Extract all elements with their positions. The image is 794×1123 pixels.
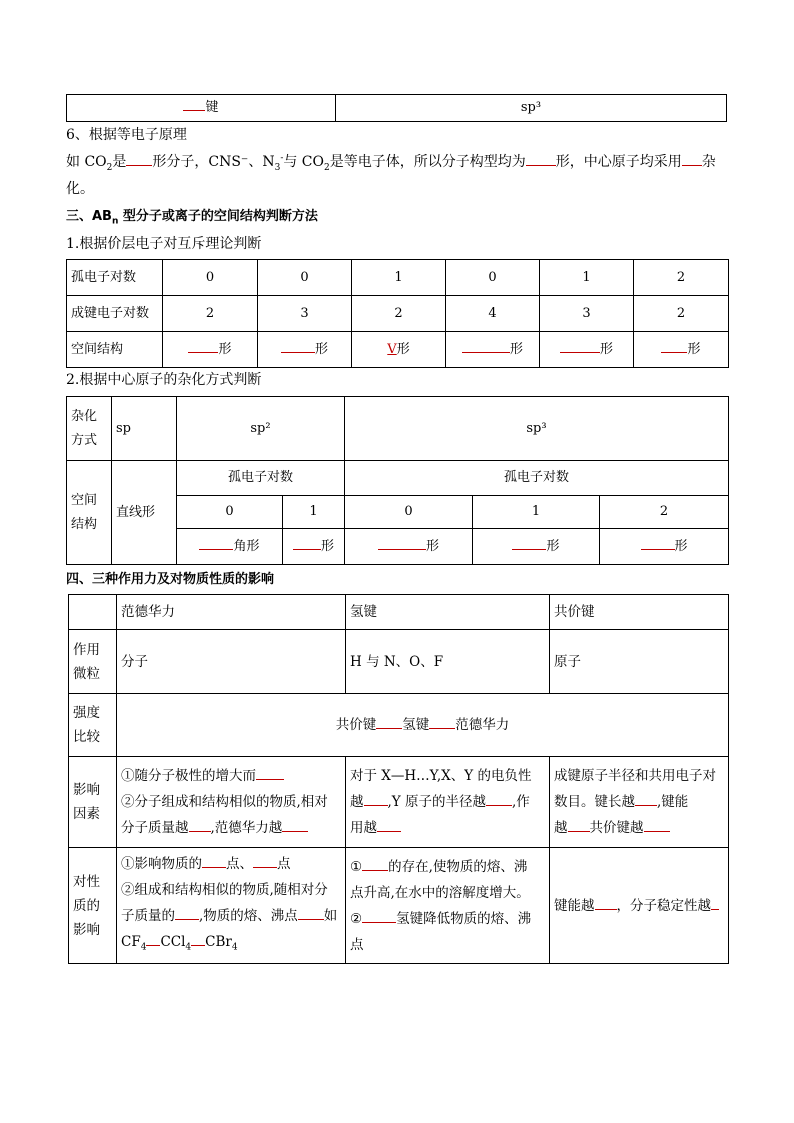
text-run: 点、	[226, 855, 253, 872]
text-run: 形	[509, 341, 523, 357]
text-run: 成键原子半径和共用电子对	[554, 768, 716, 784]
top-table	[66, 94, 727, 122]
subscript: 4	[231, 942, 238, 953]
text-run: ,范德华力越	[210, 820, 283, 836]
answer-blank	[377, 817, 401, 832]
table-cell: 0	[177, 496, 283, 529]
table-cell	[634, 332, 729, 368]
table-cell: 0	[258, 260, 352, 296]
text-run: ①影响物质的	[121, 855, 202, 872]
subscript: n	[111, 216, 119, 227]
hybridization-table	[66, 396, 729, 565]
bond-label: 键	[205, 100, 219, 115]
answer-blank	[560, 338, 600, 353]
text-run: 形	[218, 341, 232, 357]
text-run: 形	[396, 341, 410, 357]
answer-blank	[429, 714, 455, 729]
subscript: 4	[140, 942, 147, 953]
text-run: 如 CO	[66, 154, 107, 170]
answer-blank	[191, 931, 205, 946]
table-row	[67, 296, 729, 332]
table-cell	[550, 848, 729, 964]
text-run: 与 CO	[283, 154, 324, 170]
section6-heading: 6、根据等电子原理	[66, 127, 187, 143]
text-run: 数目。键长越	[554, 794, 635, 810]
table-cell: 范德华力	[117, 595, 346, 630]
text-run: 点	[277, 855, 291, 872]
forces-table	[68, 594, 729, 964]
answer-blank	[661, 338, 687, 353]
text-run: 形	[320, 538, 334, 554]
text-run: 形	[314, 341, 328, 357]
row-label-bond-pairs: 成键电子对数	[67, 296, 163, 332]
text-run: 共价键	[335, 717, 377, 733]
table-row	[67, 332, 729, 368]
text-run: ,物质的熔、沸点	[199, 907, 298, 924]
text-run: 对于 X—H…Y,X、Y 的电负性	[350, 768, 532, 784]
text-run: ②组成和结构相似的物质,随相对分	[121, 881, 328, 898]
row-label-structure: 空间结构	[67, 332, 163, 368]
top-table-left-cell	[67, 95, 336, 122]
text-run: 范德华力	[455, 717, 510, 733]
table-cell	[283, 529, 345, 565]
top-table-right-cell: sp³	[336, 95, 727, 122]
answer-blank	[512, 535, 546, 550]
row-label-lone-pairs: 孤电子对数	[67, 260, 163, 296]
text-run: 越	[554, 820, 568, 836]
text-run: ②	[350, 910, 363, 927]
text-run: 形	[546, 538, 560, 554]
section3-sub1: 1.根据价层电子对互斥理论判断	[66, 236, 262, 252]
text-run: 三、AB	[66, 209, 112, 224]
superscript: -	[280, 153, 284, 164]
text-run: ,键能	[657, 794, 689, 810]
text-run: 点	[350, 936, 364, 953]
answer-blank	[253, 853, 277, 868]
text-run: 形	[687, 341, 701, 357]
text-run: 是	[112, 154, 127, 170]
v-shape-answer: V	[387, 341, 397, 357]
answer-blank	[364, 791, 388, 806]
text-run: ,作	[512, 794, 530, 810]
table-cell	[163, 332, 258, 368]
answer-blank	[256, 765, 284, 780]
table-cell	[352, 332, 446, 368]
text-run: 形分子，CNS⁻、N	[152, 154, 275, 170]
answer-blank	[595, 895, 617, 910]
table-row	[67, 397, 729, 461]
text-run: ,Y 原子的半径越	[387, 794, 486, 810]
table-cell: 对性质的影响	[69, 848, 117, 964]
text-run: 点升高,在水中的溶解度增大。	[350, 884, 530, 901]
table-cell: 3	[258, 296, 352, 332]
answer-blank	[175, 905, 199, 920]
table-cell: 强度比较	[69, 694, 117, 757]
table-cell	[600, 529, 729, 565]
section3-sub2: 2.根据中心原子的杂化方式判断	[66, 372, 262, 388]
subscript: 3	[274, 162, 281, 173]
text-run: CCl	[160, 933, 186, 950]
text-run: 键能越	[554, 897, 595, 914]
subscript: 2	[106, 162, 113, 173]
table-cell	[550, 757, 729, 848]
text-run: ①随分子极性的增大而	[121, 768, 256, 784]
table-cell: 原子	[550, 630, 729, 694]
table-cell	[346, 757, 550, 848]
table-cell: 2	[634, 296, 729, 332]
text-run: 氢键	[402, 717, 430, 733]
table-row	[67, 461, 729, 496]
space-label: 空间结构	[67, 461, 112, 565]
answer-blank	[641, 535, 675, 550]
text-run: 型分子或离子的空间结构判断方法	[118, 209, 318, 224]
text-run: 形	[425, 538, 439, 554]
table-cell: 作用微粒	[69, 630, 117, 694]
section6-paragraph-end: 化。	[66, 181, 94, 197]
answer-blank	[298, 905, 324, 920]
answer-blank	[711, 895, 719, 910]
answer-blank	[202, 853, 226, 868]
text-run: 形	[599, 341, 613, 357]
table-cell	[346, 848, 550, 964]
table-cell: 氢键	[346, 595, 550, 630]
answer-blank	[293, 535, 321, 550]
text-run: ①	[350, 858, 363, 875]
answer-blank	[526, 151, 556, 166]
hyb-label: 杂化方式	[67, 397, 112, 461]
table-cell: 3	[540, 296, 634, 332]
answer-blank	[644, 817, 670, 832]
table-row	[69, 757, 729, 848]
text-run: 如	[323, 907, 338, 924]
answer-blank	[682, 151, 702, 166]
text-run: 分子质量越	[121, 820, 189, 836]
table-cell: 影响因素	[69, 757, 117, 848]
table-cell: 1	[473, 496, 600, 529]
table-cell: 直线形	[112, 461, 177, 565]
text-run: 氢键降低物质的熔、沸	[396, 910, 532, 927]
table-cell	[258, 332, 352, 368]
table-cell: 2	[163, 296, 258, 332]
table-cell: 0	[446, 260, 540, 296]
answer-blank	[376, 714, 402, 729]
table-cell	[117, 757, 346, 848]
table-cell	[473, 529, 600, 565]
table-cell: 0	[345, 496, 473, 529]
text-run: CF	[121, 933, 141, 950]
table-cell	[69, 595, 117, 630]
table-cell: 共价键	[550, 595, 729, 630]
text-run: 共价键越	[589, 820, 644, 836]
table-row	[69, 694, 729, 757]
answer-blank	[378, 535, 426, 550]
table-cell: sp²	[177, 397, 345, 461]
answer-blank	[282, 817, 308, 832]
answer-blank	[362, 908, 396, 923]
table-cell	[540, 332, 634, 368]
table-cell: 0	[163, 260, 258, 296]
table-cell: 2	[600, 496, 729, 529]
text-run: 是等电子体，所以分子构型均为	[329, 154, 526, 170]
table-row	[67, 260, 729, 296]
vsepr-table	[66, 259, 729, 368]
table-cell: 2	[634, 260, 729, 296]
section6-paragraph	[66, 151, 716, 173]
text-run: 形，中心原子均采用	[555, 154, 682, 170]
text-run: ②分子组成和结构相似的物质,相对	[121, 794, 328, 810]
section4-heading: 四、三种作用力及对物质性质的影响	[66, 572, 275, 587]
answer-blank	[568, 817, 590, 832]
text-run: 角形	[233, 538, 260, 554]
table-cell: 分子	[117, 630, 346, 694]
answer-blank	[635, 791, 657, 806]
answer-blank	[362, 856, 388, 871]
table-cell: 4	[446, 296, 540, 332]
table-row	[67, 95, 727, 122]
table-cell	[446, 332, 540, 368]
answer-blank	[486, 791, 512, 806]
text-run: 用越	[350, 820, 377, 836]
text-run: CBr	[205, 933, 232, 950]
text-run: ，分子稳定性越	[616, 897, 711, 914]
table-cell: 孤电子对数	[177, 461, 345, 496]
answer-blank	[188, 338, 218, 353]
subscript: 4	[185, 942, 192, 953]
text-run: 子质量的	[121, 907, 175, 924]
table-cell: sp	[112, 397, 177, 461]
subscript: 2	[324, 162, 330, 173]
table-row	[69, 595, 729, 630]
table-row	[69, 630, 729, 694]
table-row	[69, 848, 729, 964]
text-run: 形	[674, 538, 688, 554]
answer-blank	[146, 931, 160, 946]
table-cell: H 与 N、O、F	[346, 630, 550, 694]
table-cell: 1	[283, 496, 345, 529]
section3-heading	[66, 205, 318, 227]
text-run: 越	[350, 794, 364, 810]
text-run: 的存在,使物质的熔、沸	[388, 858, 528, 875]
table-cell: 1	[352, 260, 446, 296]
table-cell: 2	[352, 296, 446, 332]
table-cell	[117, 848, 346, 964]
table-cell: 1	[540, 260, 634, 296]
answer-blank	[199, 535, 233, 550]
text-run: 杂	[701, 154, 716, 170]
table-cell	[345, 529, 473, 565]
answer-blank	[189, 817, 211, 832]
strength-comparison	[117, 694, 729, 757]
answer-blank	[281, 338, 315, 353]
table-cell: sp³	[345, 397, 729, 461]
blank	[183, 96, 205, 111]
table-cell: 孤电子对数	[345, 461, 729, 496]
answer-blank	[462, 338, 510, 353]
answer-blank	[126, 151, 152, 166]
table-cell	[177, 529, 283, 565]
